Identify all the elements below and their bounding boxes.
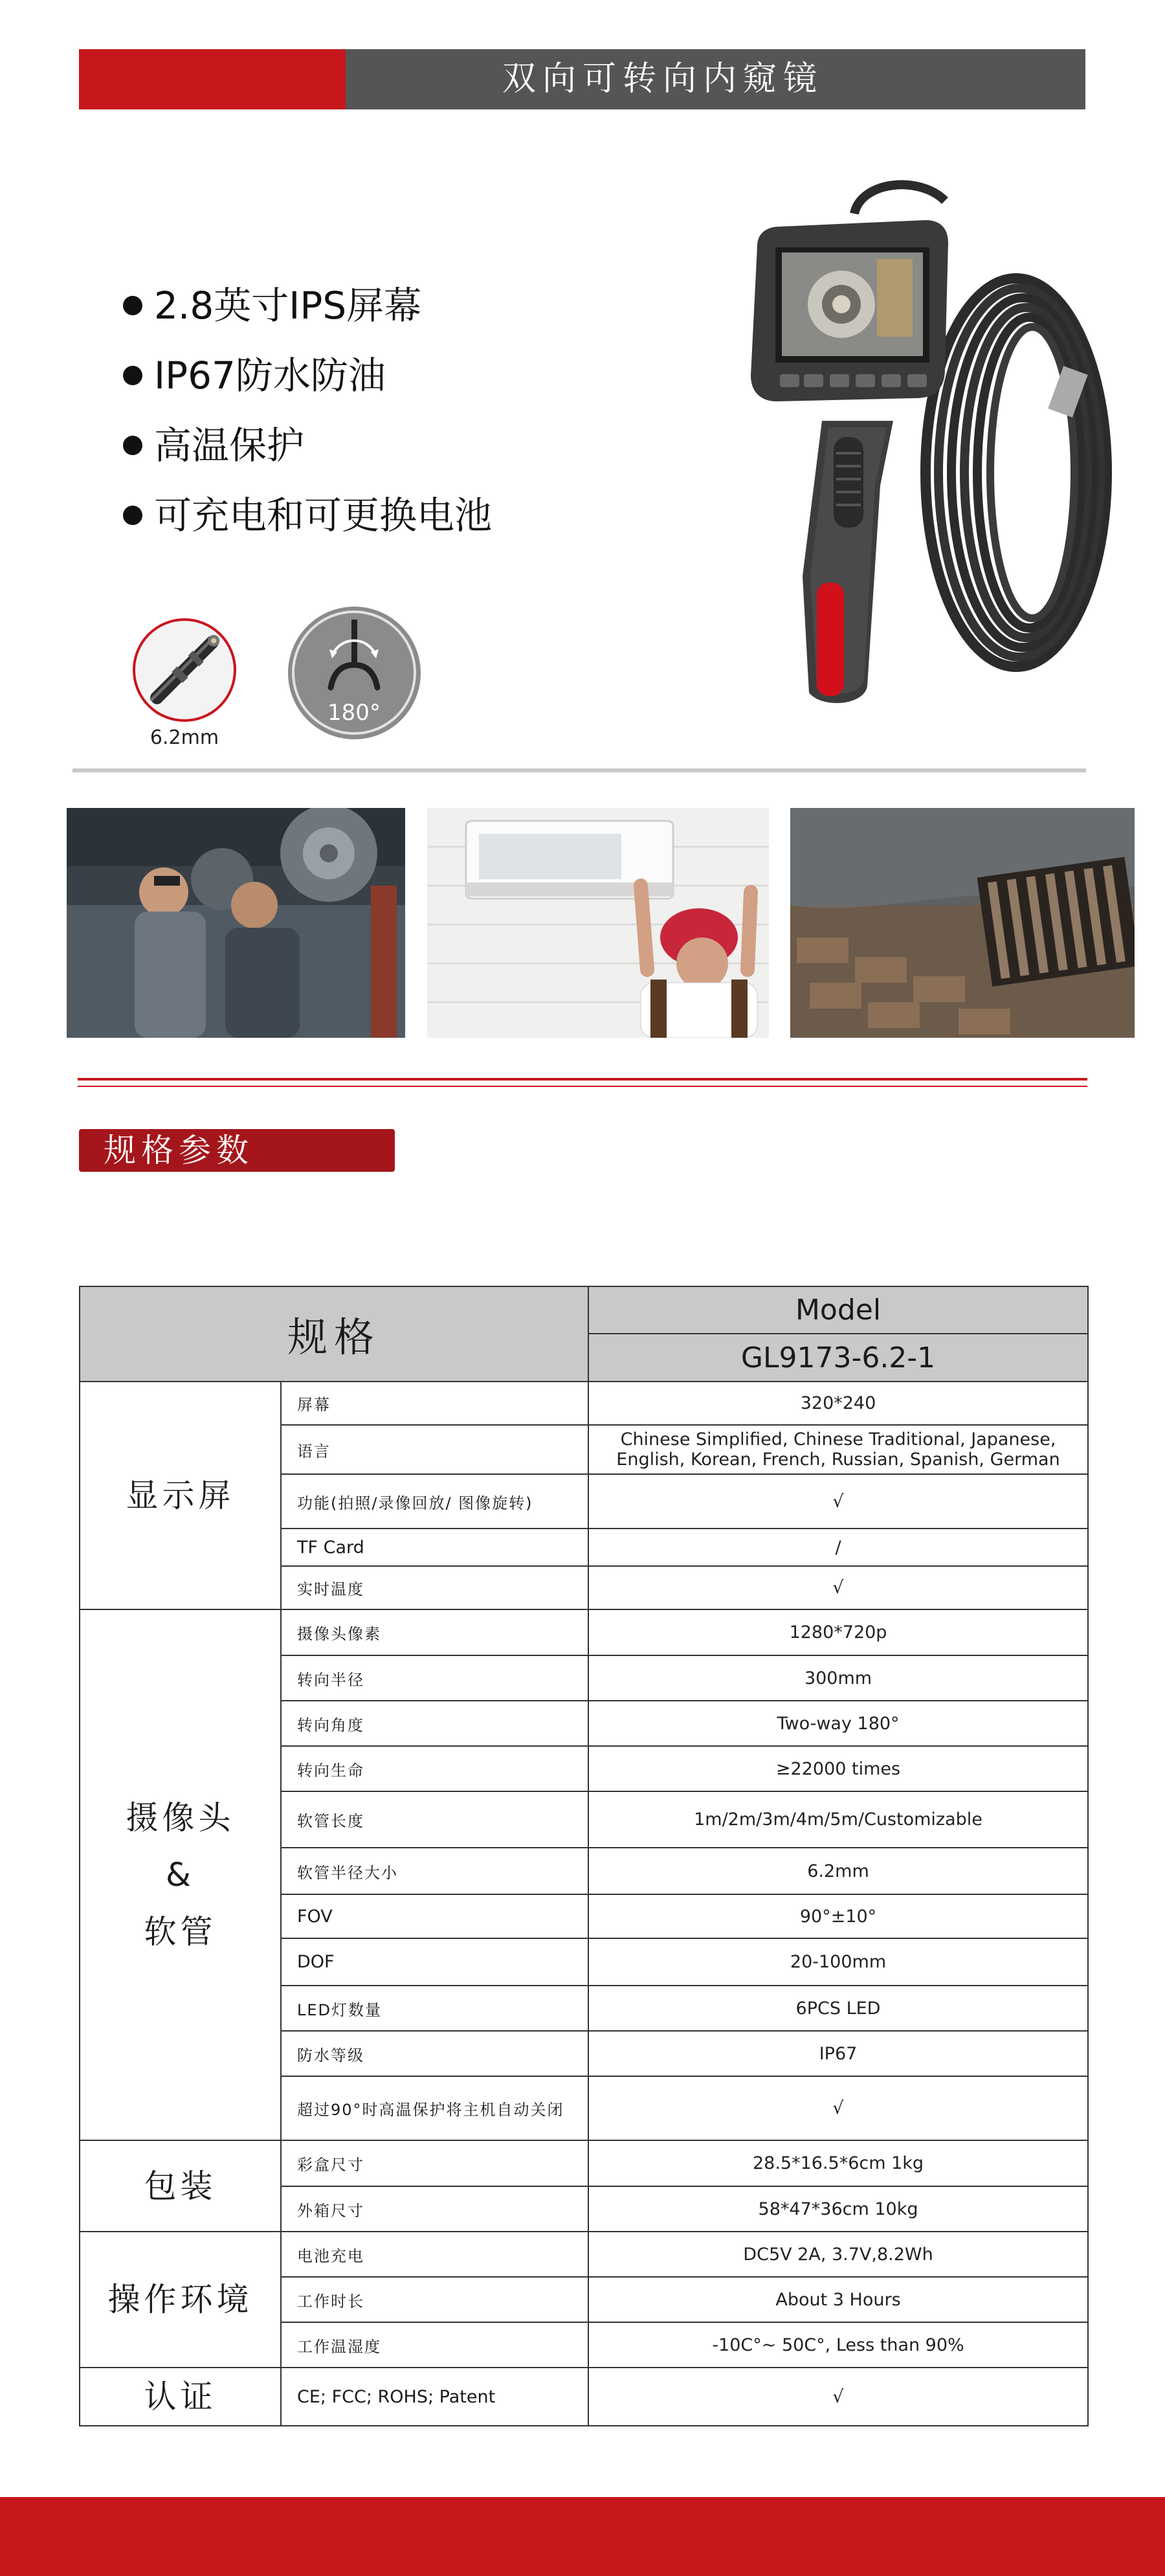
category-camera-hose xyxy=(80,1609,281,2140)
spec-value xyxy=(588,1425,1088,1474)
spec-value: 20-100mm xyxy=(588,1938,1088,1986)
ac-repair-photo xyxy=(427,808,769,1038)
spec-table xyxy=(79,1286,1089,2426)
category-line: 软管 xyxy=(144,1913,217,1951)
spec-value: 300mm xyxy=(588,1655,1088,1701)
feature-text: IP67防水防油 xyxy=(154,353,386,398)
section-title: 规格参数 xyxy=(104,1132,254,1169)
table-row xyxy=(80,1609,1088,1655)
spec-value: Two-way 180° xyxy=(588,1701,1088,1746)
spec-item: 外箱尺寸 xyxy=(281,2186,588,2232)
spec-value: -10C°~ 50C°, Less than 90% xyxy=(588,2322,1088,2368)
spec-item: 超过90°时高温保护将主机自动关闭 xyxy=(281,2076,588,2140)
category-line: & xyxy=(166,1856,195,1894)
table-row xyxy=(80,2232,1088,2277)
probe-icon xyxy=(133,618,236,722)
spec-item: 语言 xyxy=(281,1425,588,1474)
spec-value: 6.2mm xyxy=(588,1848,1088,1894)
spec-value: 1280*720p xyxy=(588,1609,1088,1655)
spec-item: TF Card xyxy=(281,1529,588,1566)
spec-item: LED灯数量 xyxy=(281,1986,588,2031)
spec-item: 屏幕 xyxy=(281,1382,588,1425)
bullet-icon xyxy=(123,366,142,385)
spec-value: √ xyxy=(588,2368,1088,2426)
spec-value: IP67 xyxy=(588,2031,1088,2076)
spec-value: 6PCS LED xyxy=(588,1986,1088,2031)
spec-value: √ xyxy=(588,1566,1088,1609)
rotation-icon xyxy=(288,607,421,739)
spec-header: 规格 xyxy=(80,1286,588,1382)
spec-item: 软管长度 xyxy=(281,1791,588,1848)
feature-item xyxy=(123,420,304,471)
spec-item: 电池充电 xyxy=(281,2232,588,2277)
table-row xyxy=(80,1382,1088,1425)
bullet-icon xyxy=(123,436,142,455)
category-line: 摄像头 xyxy=(126,1799,235,1837)
spec-value-line: Chinese Simplified, Chinese Traditional, Japanese, xyxy=(620,1429,1056,1450)
drain-photo xyxy=(790,808,1135,1038)
spec-item: 工作温湿度 xyxy=(281,2322,588,2368)
spec-value: √ xyxy=(588,1474,1088,1529)
bullet-icon xyxy=(123,506,142,525)
feature-text: 可充电和可更换电池 xyxy=(154,493,493,537)
feature-item xyxy=(123,350,386,401)
model-value: GL9173-6.2-1 xyxy=(588,1334,1088,1382)
table-header-row xyxy=(80,1286,1088,1334)
spec-item: 转向半径 xyxy=(281,1655,588,1701)
rotation-label: 180° xyxy=(327,700,381,726)
spec-item: 功能(拍照/录像回放/ 图像旋转) xyxy=(281,1474,588,1529)
spec-item: DOF xyxy=(281,1938,588,1986)
footer-bar xyxy=(0,2497,1165,2576)
model-header: Model xyxy=(588,1286,1088,1334)
category-packaging: 包装 xyxy=(80,2140,281,2232)
spec-item: 转向生命 xyxy=(281,1746,588,1791)
page-title: 双向可转向内窥镜 xyxy=(502,60,823,98)
table-row xyxy=(80,2140,1088,2186)
category-operating-env: 操作环境 xyxy=(80,2232,281,2368)
section-divider xyxy=(72,768,1086,772)
spec-value: 28.5*16.5*6cm 1kg xyxy=(588,2140,1088,2186)
spec-item: 彩盒尺寸 xyxy=(281,2140,588,2186)
spec-value: About 3 Hours xyxy=(588,2277,1088,2322)
spec-item: 转向角度 xyxy=(281,1701,588,1746)
spec-value: 320*240 xyxy=(588,1382,1088,1425)
spec-item: 工作时长 xyxy=(281,2277,588,2322)
spec-value: DC5V 2A, 3.7V,8.2Wh xyxy=(588,2232,1088,2277)
mechanics-photo xyxy=(67,808,405,1038)
spec-item: CE; FCC; ROHS; Patent xyxy=(281,2368,588,2426)
spec-item: 实时温度 xyxy=(281,1566,588,1609)
spec-value: / xyxy=(588,1529,1088,1566)
spec-value: 90°±10° xyxy=(588,1894,1088,1938)
red-divider-bottom xyxy=(78,1086,1087,1087)
spec-value: 1m/2m/3m/4m/5m/Customizable xyxy=(588,1791,1088,1848)
spec-item: 摄像头像素 xyxy=(281,1609,588,1655)
bullet-icon xyxy=(123,296,142,315)
endoscope-product-image xyxy=(731,175,1133,757)
spec-value: ≥22000 times xyxy=(588,1746,1088,1791)
spec-item: FOV xyxy=(281,1894,588,1938)
feature-item xyxy=(123,489,492,541)
feature-text: 2.8英寸IPS屏幕 xyxy=(154,284,422,328)
feature-text: 高温保护 xyxy=(154,423,305,467)
spec-item: 软管半径大小 xyxy=(281,1848,588,1894)
spec-value: 58*47*36cm 10kg xyxy=(588,2186,1088,2232)
red-divider-top xyxy=(78,1078,1087,1081)
title-banner-accent xyxy=(79,49,346,109)
category-certification: 认证 xyxy=(80,2368,281,2426)
spec-value-line: English, Korean, French, Russian, Spanish, German xyxy=(616,1450,1060,1470)
spec-item: 防水等级 xyxy=(281,2031,588,2076)
spec-value: √ xyxy=(588,2076,1088,2140)
feature-item xyxy=(123,280,421,331)
table-row xyxy=(80,2368,1088,2426)
probe-diameter-label: 6.2mm xyxy=(150,726,219,749)
category-display: 显示屏 xyxy=(80,1382,281,1609)
